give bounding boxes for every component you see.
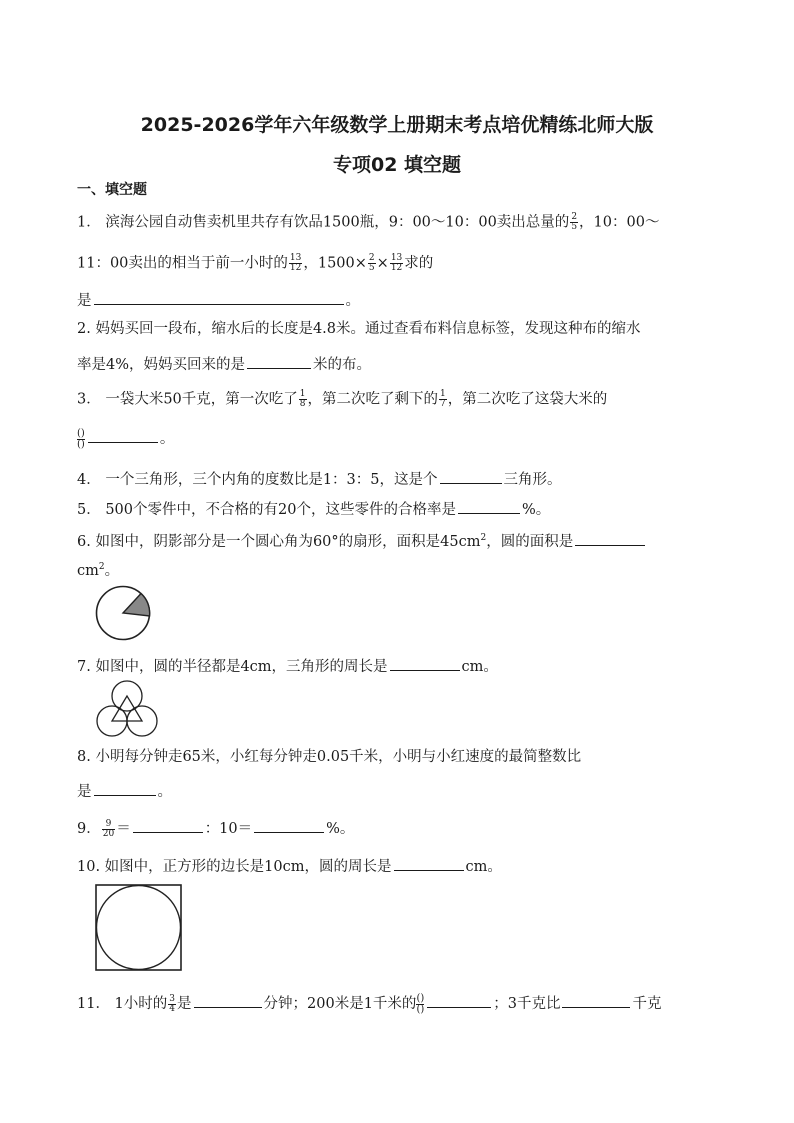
- question-2-line-2: 率是4%，妈妈买回来的是 米的布。: [77, 354, 371, 373]
- question-6-line-2: $cm^2$。: [77, 562, 120, 579]
- question-4: 4． 一个三角形，三个内角的度数比是1：3：5，这是个 三角形。: [77, 469, 562, 488]
- fraction: $\frac{9}{20}$: [102, 818, 115, 839]
- question-11: 11． 1小时的 $\frac{3}{4}$ 是 分钟；200米是1千米的 () () ；3千克比 千克: [77, 992, 662, 1015]
- question-5: 5． 500个零件中，不合格的有20个，这些零件的合格率是 %。: [77, 499, 550, 518]
- section-heading: 一、填空题: [77, 182, 147, 198]
- question-6-line-1: 6. 如图中，阴影部分是一个圆心角为60°的扇形，面积是$45cm^2$，圆的面积是: [77, 531, 647, 550]
- answer-blank[interactable]: [575, 531, 645, 546]
- answer-blank[interactable]: [562, 993, 630, 1008]
- fraction: $\frac{13}{12}$: [289, 253, 302, 273]
- answer-blank[interactable]: [88, 428, 158, 443]
- answer-blank[interactable]: [390, 656, 460, 671]
- question-3-line-2: () () 。: [77, 427, 175, 450]
- question-1-line-1: 1． 滨海公园自动售卖机里共存有饮品1500瓶，9：00～10：00卖出总量的 $\frac{2}{5}$ ，10：00～: [77, 212, 660, 232]
- answer-blank[interactable]: [458, 499, 520, 514]
- empty-fraction: () (): [77, 427, 85, 450]
- square-circle-figure: [94, 883, 184, 973]
- answer-blank[interactable]: [440, 469, 502, 484]
- answer-blank[interactable]: [94, 290, 344, 305]
- three-circles-triangle-figure: [94, 678, 160, 740]
- question-2-line-1: 2. 妈妈买回一段布，缩水后的长度是4.8米。通过查看布料信息标签，发现这种布的缩水: [77, 321, 641, 337]
- answer-blank[interactable]: [427, 993, 491, 1008]
- answer-blank[interactable]: [394, 856, 464, 871]
- question-1-line-3: 是 。: [77, 290, 360, 309]
- fraction: $\frac{2}{5}$: [571, 212, 578, 232]
- question-9: 9． $\frac{9}{20}$ ＝ ：10＝ %。: [77, 818, 355, 839]
- sector-circle-figure: [92, 584, 156, 642]
- answer-blank[interactable]: [254, 818, 324, 833]
- answer-blank[interactable]: [194, 993, 262, 1008]
- page-subtitle: 专项02 填空题: [332, 154, 462, 176]
- answer-blank[interactable]: [247, 354, 311, 369]
- question-7: 7. 如图中，圆的半径都是4cm，三角形的周长是 cm。: [77, 656, 498, 675]
- empty-fraction: () (): [416, 992, 425, 1015]
- fraction: $\frac{1}{7}$: [440, 389, 446, 409]
- question-3-line-1: 3． 一袋大米50千克，第一次吃了 $\frac{1}{8}$ ，第二次吃了剩下的 $\frac{1}{7}$ ，第二次吃了这袋大米的: [77, 389, 608, 409]
- question-10: 10. 如图中，正方形的边长是10cm，圆的周长是 cm。: [77, 856, 502, 875]
- question-1-line-2: 11：00卖出的相当于前一小时的 $\frac{13}{12}$ ，1500× $\frac{2}{5}$ × $\frac{13}{12}$ 求的: [77, 253, 434, 273]
- answer-blank[interactable]: [133, 818, 203, 833]
- fraction: $\frac{1}{8}$: [299, 389, 306, 409]
- question-8-line-2: 是 。: [77, 781, 172, 800]
- answer-blank[interactable]: [94, 781, 156, 796]
- fraction: $\frac{3}{4}$: [169, 993, 176, 1014]
- fraction: $\frac{13}{12}$: [390, 253, 403, 273]
- page-title: 2025-2026学年六年级数学上册期末考点培优精练北师大版: [140, 114, 654, 136]
- fraction: $\frac{2}{5}$: [368, 253, 375, 273]
- question-8-line-1: 8. 小明每分钟走65米，小红每分钟走0.05千米，小明与小红速度的最简整数比: [77, 749, 582, 765]
